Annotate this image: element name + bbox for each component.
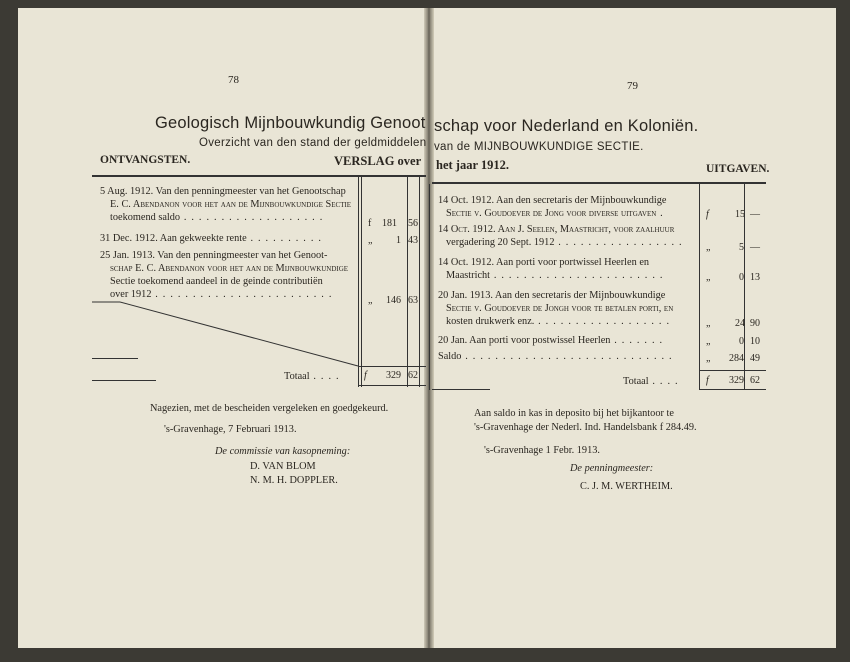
deposit-line-2: 's-Gravenhage der Nederl. Ind. Handelsbank f 284.49. (474, 422, 697, 433)
right-top-rule (432, 182, 766, 184)
expense-1-line-2: Sectie v. Goudoever de Jong voor diverse uitgaven . (446, 208, 664, 219)
expense-2-guilders: 5 (739, 242, 744, 253)
left-bottom-rule (359, 385, 426, 386)
expense-5-cents: 10 (750, 336, 760, 347)
expenditures-total-cents: 62 (750, 375, 760, 386)
expenditures-total-currency: f (706, 375, 709, 386)
treasurer-label: De penningmeester: (570, 463, 654, 474)
receipt-3-currency: „ (368, 295, 373, 306)
expense-1-guilders: 15 (735, 209, 745, 220)
receipts-heading: ONTVANGSTEN. (100, 154, 191, 166)
verslag-left: VERSLAG over (334, 154, 422, 168)
expense-3-line-2: Maastricht . . . . . . . . . . . . . . . . . . . . . . . (446, 270, 664, 281)
right-place-date: 's-Gravenhage 1 Febr. 1913. (484, 445, 600, 456)
receipt-1-currency: f (368, 218, 372, 229)
expenditures-total-guilders: 329 (729, 375, 744, 386)
expense-3-currency: „ (706, 272, 711, 283)
subtitle-right: van de MIJNBOUWKUNDIGE SECTIE. (434, 141, 644, 153)
subtitle-left: Overzicht van den stand der geldmiddelen (199, 137, 427, 149)
signer-van-blom: D. VAN BLOM (250, 461, 316, 472)
expense-4-line-1: 20 Jan. 1913. Aan den secretaris der Mijnbouwkundige (438, 290, 666, 301)
expense-3-cents: 13 (750, 272, 760, 283)
receipt-1-line-3: toekomend saldo . . . . . . . . . . . . . . . . . . . (110, 212, 324, 223)
right-page-number: 79 (627, 80, 638, 92)
title-right: schap voor Nederland en Koloniën. (434, 117, 699, 135)
expense-6-cents: 49 (750, 353, 760, 364)
expense-5-guilders: 0 (739, 336, 744, 347)
right-total-rule (700, 370, 766, 371)
left-col-line-3 (407, 177, 408, 387)
right-col-line-1 (699, 184, 700, 390)
signer-doppler: N. M. H. DOPPLER. (250, 475, 338, 486)
expense-4-line-2: Sectie v. Goudoever de Jongh voor te betalen porti, en (446, 303, 674, 314)
right-page (432, 8, 836, 648)
signer-wertheim: C. J. M. WERTHEIM. (580, 481, 673, 492)
expense-1-cents: — (750, 209, 760, 220)
deposit-line-1: Aan saldo in kas in deposito bij het bijkantoor te (474, 408, 674, 419)
receipt-1-line-1: 5 Aug. 1912. Van den penningmeester van het Genootschap (100, 186, 346, 197)
expense-2-cents: — (750, 242, 760, 253)
receipt-2-guilders: 1 (396, 235, 401, 246)
expense-2-line-2: vergadering 20 Sept. 1912 . . . . . . . . . . . . . . . . . (446, 237, 683, 248)
left-diagonal-rule (92, 300, 362, 370)
receipt-1-line-2: E. C. Abendanon voor het aan de Mijnbouwkundige Sectie (110, 199, 352, 210)
expense-3-guilders: 0 (739, 272, 744, 283)
expense-4-currency: „ (706, 318, 711, 329)
receipts-total-label: Totaal . . . . (284, 371, 340, 382)
verslag-right: het jaar 1912. (436, 158, 510, 172)
receipt-3-line-4: over 1912 . . . . . . . . . . . . . . . . . . . . . . . . (110, 289, 333, 300)
expense-6-line-1: Saldo . . . . . . . . . . . . . . . . . . . . . . . . . . . . (438, 351, 673, 362)
left-total-rule (359, 366, 426, 367)
expense-4-line-3: kosten drukwerk enz. . . . . . . . . . . . . . . . . . . (446, 316, 671, 327)
receipt-3-line-3: Sectie toekomend aandeel in de geinde contributiën (110, 276, 323, 287)
commission-label: De commissie van kasopneming: (215, 446, 351, 457)
expense-4-guilders: 24 (735, 318, 745, 329)
expenditures-total-label: Totaal . . . . (623, 376, 679, 387)
receipt-2-line-1: 31 Dec. 1912. Aan gekweekte rente . . . . . . . . . . (100, 233, 323, 244)
title-left: Geologisch Mijnbouwkundig Genoot (155, 114, 426, 132)
receipt-3-line-2: schap E. C. Abendanon voor het aan de Mijnbouwkundige (110, 263, 349, 274)
receipts-total-currency: f (364, 370, 367, 381)
audit-statement: Nagezien, met de bescheiden vergeleken en goedgekeurd. (150, 403, 389, 414)
right-col-line-0 (429, 184, 430, 390)
expense-3-line-1: 14 Oct. 1912. Aan porti voor portwissel Heerlen en (438, 257, 650, 268)
receipt-1-guilders: 181 (382, 218, 397, 229)
receipt-2-currency: „ (368, 235, 373, 246)
left-top-rule (92, 175, 426, 177)
receipt-2-cents: 43 (408, 235, 418, 246)
expense-1-line-1: 14 Oct. 1912. Aan den secretaris der Mijnbouwkundige (438, 195, 667, 206)
expense-1-currency: f (706, 209, 709, 220)
receipt-3-guilders: 146 (386, 295, 401, 306)
expense-2-line-1: 14 Oct. 1912. Aan J. Seelen, Maastricht, voor zaalhuur (438, 224, 675, 235)
expense-5-line-1: 20 Jan. Aan porti voor postwissel Heerlen . . . . . . . (438, 335, 664, 346)
receipts-total-guilders: 329 (386, 370, 401, 381)
expense-5-currency: „ (706, 336, 711, 347)
left-short-rule-2 (92, 380, 156, 381)
right-short-rule (432, 389, 490, 390)
expenditures-heading: UITGAVEN. (706, 163, 770, 175)
left-page-number: 78 (228, 74, 239, 86)
receipt-3-line-1: 25 Jan. 1913. Van den penningmeester van het Genoot- (100, 250, 328, 261)
right-bottom-rule (700, 389, 766, 390)
expense-6-currency: „ (706, 353, 711, 364)
left-col-line-4 (419, 177, 420, 387)
receipts-total-cents: 62 (408, 370, 418, 381)
receipt-1-cents: 56 (408, 218, 418, 229)
expense-6-guilders: 284 (729, 353, 744, 364)
receipt-3-cents: 63 (408, 295, 418, 306)
expense-4-cents: 90 (750, 318, 760, 329)
left-place-date: 's-Gravenhage, 7 Februari 1913. (164, 424, 297, 435)
expense-2-currency: „ (706, 242, 711, 253)
